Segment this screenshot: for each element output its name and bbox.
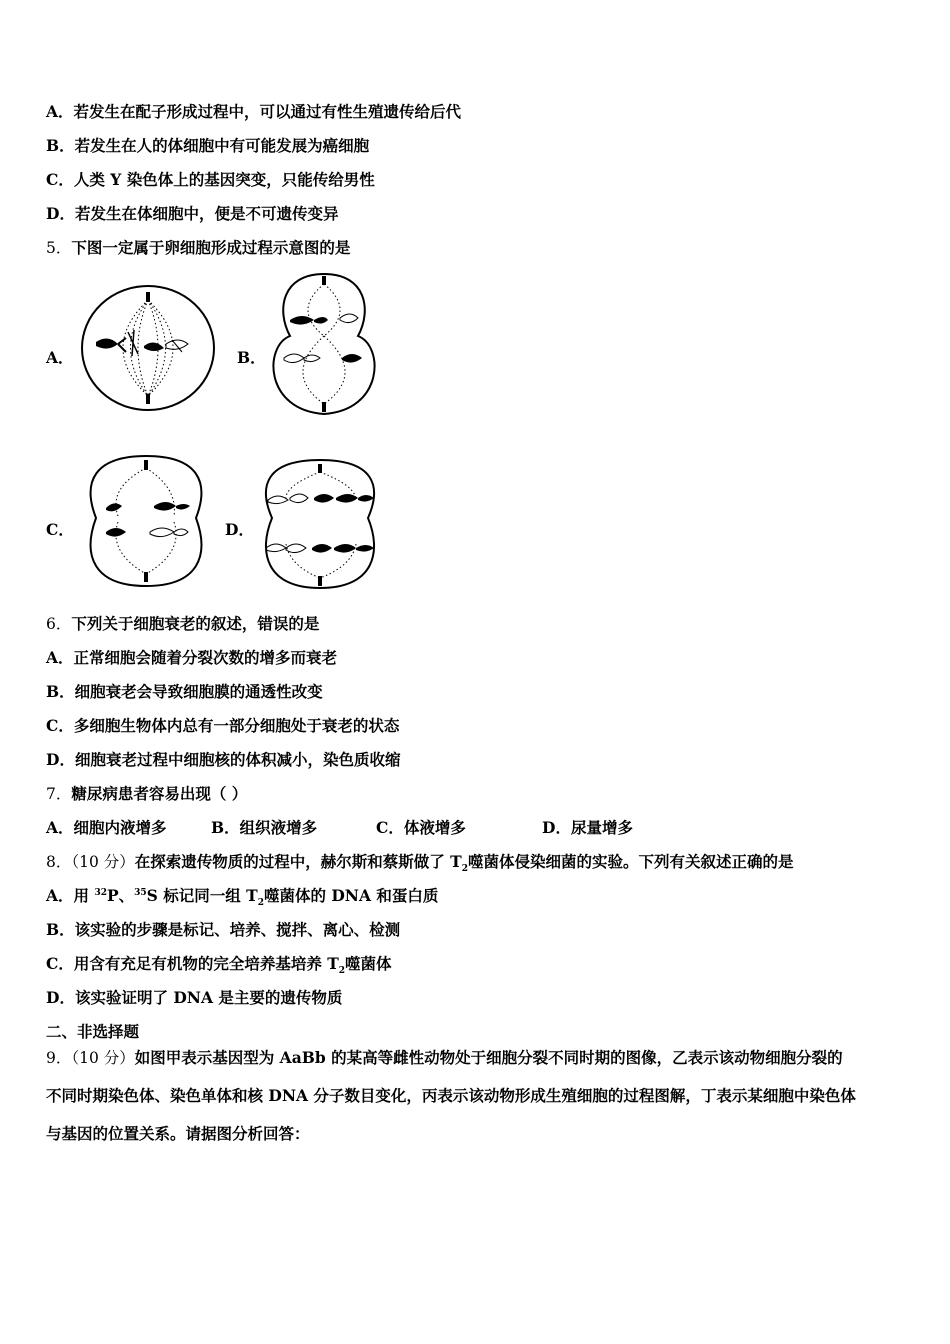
q8-text-a: 在探索遗传物质的过程中，赫尔斯和蔡斯做了 T — [134, 852, 462, 871]
cell-diagram-c — [78, 452, 214, 594]
q9-text-line1: 如图甲表示基因型为 AaBb 的某高等雌性动物处于细胞分裂不同时期的图像，乙表示该动物细胞分裂的 — [134, 1048, 843, 1067]
q9-line1 — [46, 1048, 843, 1068]
q8-number: 8． — [46, 853, 72, 871]
q6-option-c: C．多细胞生物体内总有一部分细胞处于衰老的状态 — [46, 716, 400, 735]
q8-c-part2: 噬菌体 — [345, 954, 392, 973]
cell-diagram-d — [256, 456, 384, 596]
q7-option-d: D．尿量增多 — [542, 818, 633, 837]
q8-option-c — [46, 954, 392, 977]
q6-stem — [46, 614, 319, 634]
q8-a-part1: A．用 — [46, 886, 95, 905]
q9-number: 9． — [46, 1049, 72, 1067]
q8-sub: 2 — [461, 864, 468, 875]
q4-option-a: A．若发生在配子形成过程中，可以通过有性生殖遗传给后代 — [46, 102, 462, 121]
q9-line3: 与基因的位置关系。请据图分析回答： — [46, 1124, 310, 1143]
q6-text: 下列关于细胞衰老的叙述，错误的是 — [71, 614, 320, 633]
q7-text: 糖尿病患者容易出现（ ） — [71, 784, 248, 803]
q9-line2: 不同时期染色体、染色单体和核 DNA 分子数目变化，丙表示该动物形成生殖细胞的过程图解，丁表示某细胞中染色体 — [46, 1086, 856, 1105]
cell-diagram-b — [262, 270, 386, 422]
q4-option-b: B．若发生在人的体细胞中有可能发展为癌细胞 — [46, 136, 370, 155]
q8-a-sup2: 35 — [134, 887, 147, 898]
q6-option-d: D．细胞衰老过程中细胞核的体积减小，染色质收缩 — [46, 750, 401, 769]
q8-a-part3: S 标记同一组 T — [146, 886, 258, 905]
q5-label-d: D． — [225, 520, 254, 539]
q8-a-part4: 噬菌体的 DNA 和蛋白质 — [263, 886, 439, 905]
q7-options-row — [46, 818, 906, 838]
q7-option-c: C．体液增多 — [376, 818, 466, 837]
cell-diagram-a — [78, 282, 218, 418]
q9-score: （10 分） — [71, 1049, 135, 1067]
q8-c-part1: C．用含有充足有机物的完全培养基培养 T — [46, 954, 339, 973]
q7-option-a: A．细胞内液增多 — [46, 818, 167, 837]
q8-score: （10 分） — [71, 853, 135, 871]
q8-a-sup1: 32 — [94, 887, 107, 898]
q8-option-d: D．该实验证明了 DNA 是主要的遗传物质 — [46, 988, 343, 1007]
q5-label-b: B． — [237, 348, 266, 367]
q7-option-b: B．组织液增多 — [211, 818, 318, 837]
q4-option-d: D．若发生在体细胞中，便是不可遗传变异 — [46, 204, 339, 223]
q8-a-part2: P、 — [106, 886, 135, 905]
q6-option-a: A．正常细胞会随着分裂次数的增多而衰老 — [46, 648, 338, 667]
q8-text-b: 噬菌体侵染细菌的实验。下列有关叙述正确的是 — [467, 852, 794, 871]
q5-number: 5． — [46, 239, 72, 257]
q6-number: 6． — [46, 615, 72, 633]
q5-text: 下图一定属于卵细胞形成过程示意图的是 — [71, 238, 351, 257]
q8-stem — [46, 852, 794, 875]
section-heading: 二、非选择题 — [46, 1022, 140, 1041]
q6-option-b: B．细胞衰老会导致细胞膜的通透性改变 — [46, 682, 323, 701]
q5-stem — [46, 238, 350, 258]
q5-label-c: C． — [46, 520, 74, 539]
q8-option-a — [46, 886, 439, 909]
q7-number: 7． — [46, 785, 72, 803]
q8-a-sub: 2 — [257, 898, 264, 909]
q8-c-sub: 2 — [338, 966, 346, 977]
q7-stem — [46, 784, 247, 804]
q4-option-c: C．人类 Y 染色体上的基因突变，只能传给男性 — [46, 170, 375, 189]
q5-label-a: A． — [46, 348, 74, 367]
q8-option-b: B．该实验的步骤是标记、培养、搅拌、离心、检测 — [46, 920, 401, 939]
